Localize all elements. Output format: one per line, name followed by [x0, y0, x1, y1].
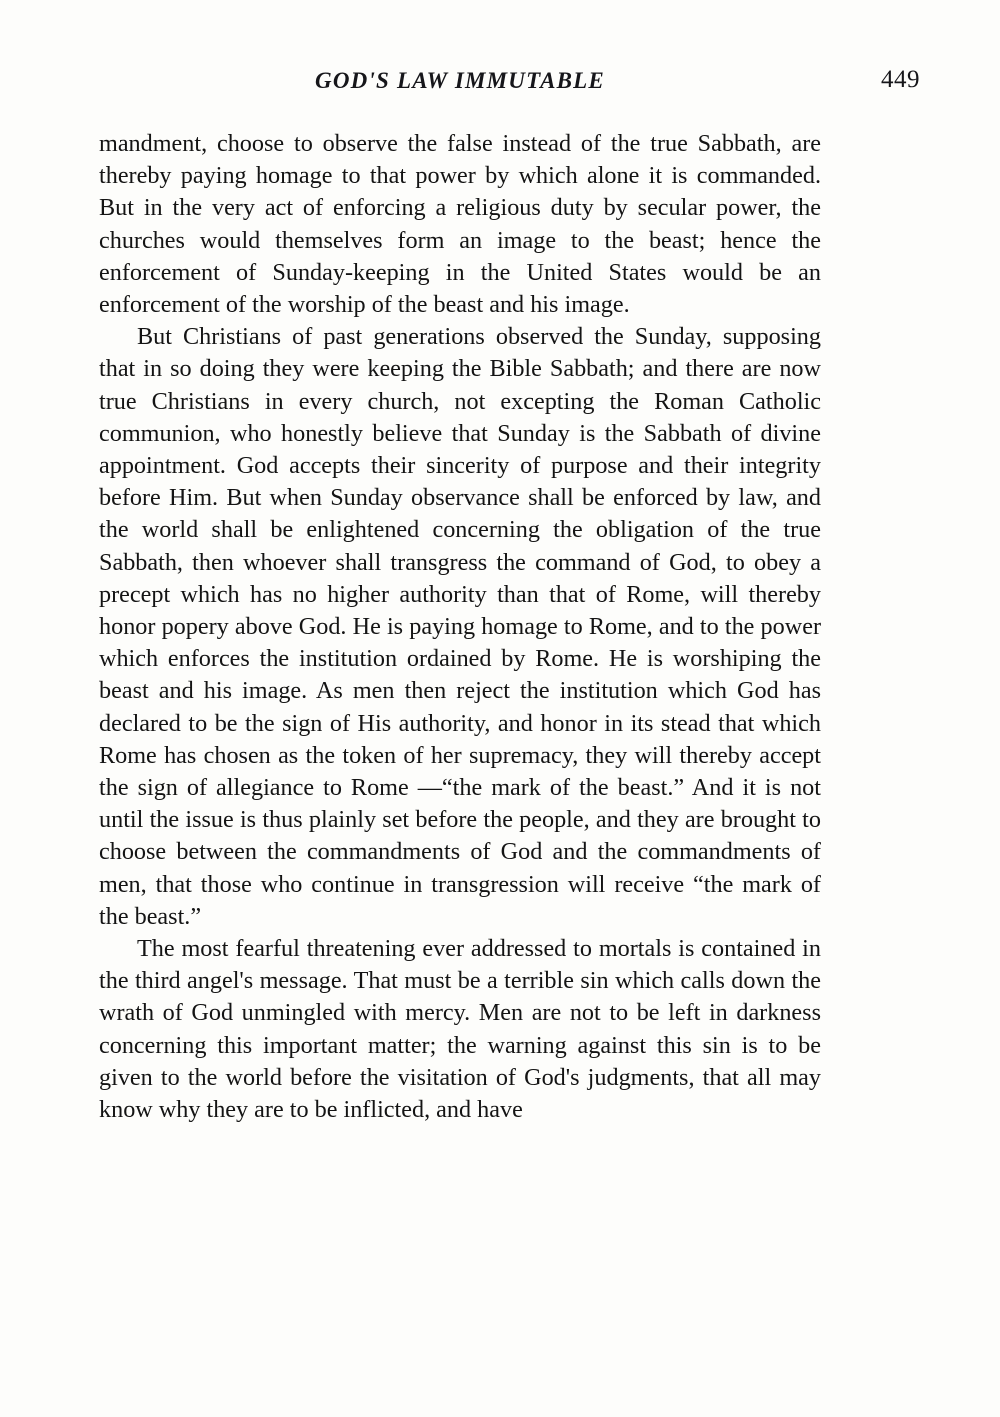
- body-text: [99, 128, 821, 1126]
- running-title: GOD'S LAW IMMUTABLE: [315, 68, 605, 93]
- paragraph: But Christians of past generations observed the Sunday, supposing that in so doing they were keeping the Bible Sabbath; and there are now true Christians in every church, not excepting the Roman Catholic communion, who honestly believe that Sunday is the Sabbath of divine appointment. God accepts their sincerity of purpose and their integrity before Him. But when Sunday observance shall be enforced by law, and the world shall be enlightened concerning the obligation of the true Sabbath, then whoever shall transgress the command of God, to obey a precept which has no higher authority than that of Rome, will thereby honor popery above God. He is paying homage to Rome, and to the power which enforces the institution ordained by Rome. He is worshiping the beast and his image. As men then reject the institution which God has declared to be the sign of His authority, and honor in its stead that which Rome has chosen as the token of her supremacy, they will thereby accept the sign of allegiance to Rome —“the mark of the beast.” And it is not until the issue is thus plainly set before the people, and they are brought to choose between the commandments of God and the commandments of men, that those who continue in transgression will receive “the mark of the beast.”: [99, 323, 821, 930]
- paragraph: The most fearful threatening ever addressed to mortals is contained in the third angel's message. That must be a terrible sin which calls down the wrath of God unmingled with mercy. Men are not to be left in darkness concerning this important matter; the warning against this sin is to be given to the world before the visitation of God's judgments, that all may know why they are to be inflicted, and have: [99, 935, 821, 1124]
- running-head: [100, 68, 820, 94]
- page-number: 449: [881, 66, 920, 93]
- paragraph-continued: mandment, choose to observe the false instead of the true Sabbath, are thereby paying homage to that power by which alone it is commanded. But in the very act of enforcing a religious duty by secular power, the churches would themselves form an image to the beast; hence the enforcement of Sunday-keeping in the United States would be an enforcement of the worship of the beast and his image.: [99, 130, 821, 319]
